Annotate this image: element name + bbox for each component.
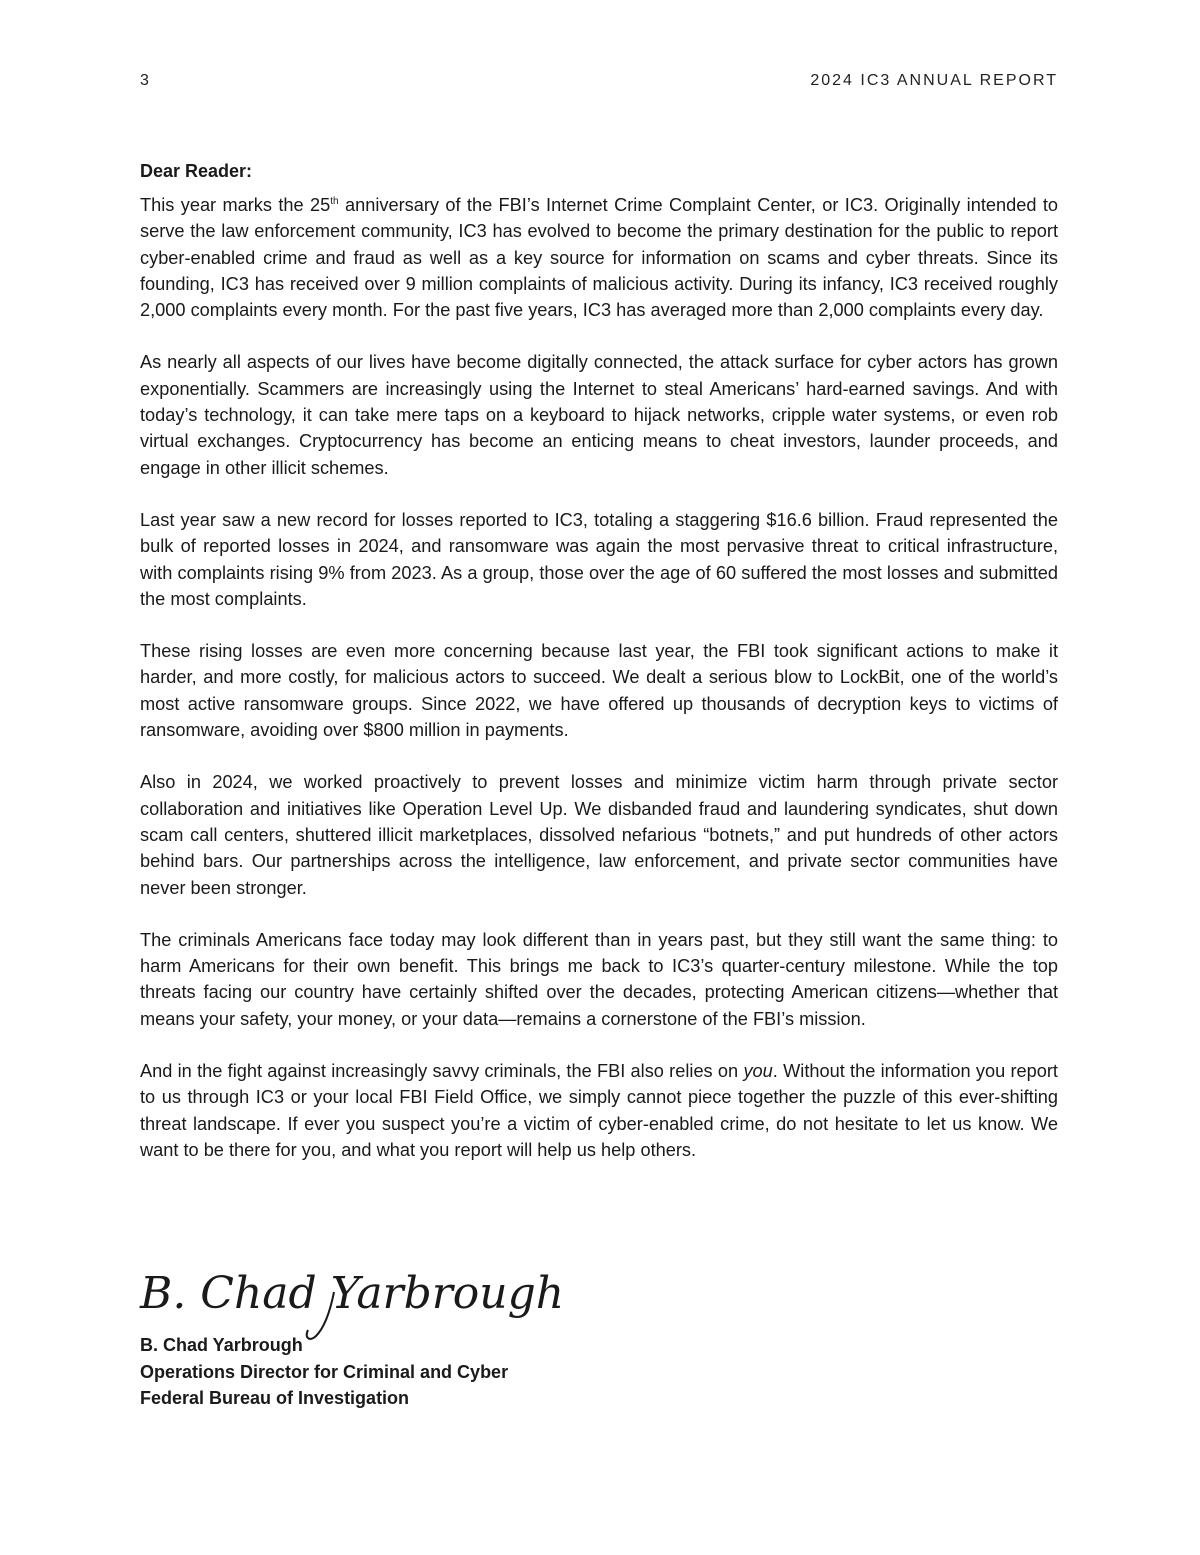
paragraph-1-lead: This year marks the 25 xyxy=(140,195,331,215)
signature-script: B. Chad Yarbrough xyxy=(140,1268,565,1319)
paragraph-6: The criminals Americans face today may look different than in years past, but they still want the same thing: to harm Americans for their own benefit. This brings me back to IC3’s quarter-century milestone. While the top threats facing our country have certainly shifted over the decades, protecting American citizens—whether that means your safety, your money, or your data—remains a cornerstone of the FBI’s mission. xyxy=(140,929,1058,1029)
report-title: 2024 IC3 ANNUAL REPORT xyxy=(810,72,1058,89)
signer-title: Operations Director for Criminal and Cyber xyxy=(140,1361,509,1382)
signer-organization: Federal Bureau of Investigation xyxy=(140,1388,410,1408)
paragraph-7 xyxy=(140,1058,1058,1163)
ordinal-superscript: th xyxy=(330,195,339,207)
paragraph-7-lead: And in the fight against increasingly savvy criminals, the FBI also relies on xyxy=(140,1061,744,1082)
paragraph-4: These rising losses are even more concerning because last year, the FBI took significant actions to make it harder, and more costly, for malicious actors to succeed. We dealt a serious blow to LockBit, one of the world’s most active ransomware groups. Since 2022, we have offered up thousands of decryption keys to victims of ransomware, avoiding over $800 million in payments. xyxy=(140,641,1058,741)
paragraph-1-rest: anniversary of the FBI’s Internet Crime Complaint Center, or IC3. Originally intended to serve the law enforcement community, IC3 has evolved to become the primary destination for the public to report cyber-enabled crime and fraud as well as a key source for information on scams and cyber threats. Since its founding, IC3 has received over 9 million complaints of malicious activity. During its infancy, IC3 received roughly 2,000 complaints every month. For the past five years, IC3 has averaged more than 2,000 complaints every day. xyxy=(140,195,1058,321)
paragraph-3: Last year saw a new record for losses reported to IC3, totaling a staggering $16.6 billion. Fraud represented the bulk of reported losses in 2024, and ransomware was again the most pervasive threat to critical infrastructure, with complaints rising 9% from 2023. As a group, those over the age of 60 suffered the most losses and submitted the most complaints. xyxy=(140,509,1058,609)
letter-body xyxy=(140,158,1058,1189)
page-header xyxy=(140,72,1058,96)
salutation: Dear Reader: xyxy=(140,161,253,181)
handwritten-signature xyxy=(138,1262,565,1342)
signer-name: B. Chad Yarbrough xyxy=(140,1335,303,1355)
paragraph-1 xyxy=(140,192,1058,323)
paragraph-5: Also in 2024, we worked proactively to prevent losses and minimize victim harm through private sector collaboration and initiatives like Operation Level Up. We disbanded fraud and laundering syndicates, shut down scam call centers, shuttered illicit marketplaces, dissolved nefarious “botnets,” and put hundreds of other actors behind bars. Our partnerships across the intelligence, law enforcement, and private sector communities have never been stronger. xyxy=(140,772,1058,898)
emphasis-you: you xyxy=(743,1061,773,1082)
page-number: 3 xyxy=(140,72,151,89)
signature-block xyxy=(140,1332,508,1412)
paragraph-7-rest: . Without the information you report to us through IC3 or your local FBI Field Office, we simply cannot piece together the puzzle of this ever-shifting threat landscape. If ever you suspect you’re a victim of cyber-enabled crime, do not hesitate to let us know. We want to be there for you, and what you report will help us help others. xyxy=(140,1061,1058,1160)
paragraph-2: As nearly all aspects of our lives have become digitally connected, the attack surface for cyber actors has grown exponentially. Scammers are increasingly using the Internet to steal Americans’ hard-earned savings. And with today’s technology, it can take mere taps on a keyboard to hijack networks, cripple water systems, or even rob virtual exchanges. Cryptocurrency has become an enticing means to cheat investors, launder proceeds, and engage in other illicit schemes. xyxy=(140,352,1058,478)
